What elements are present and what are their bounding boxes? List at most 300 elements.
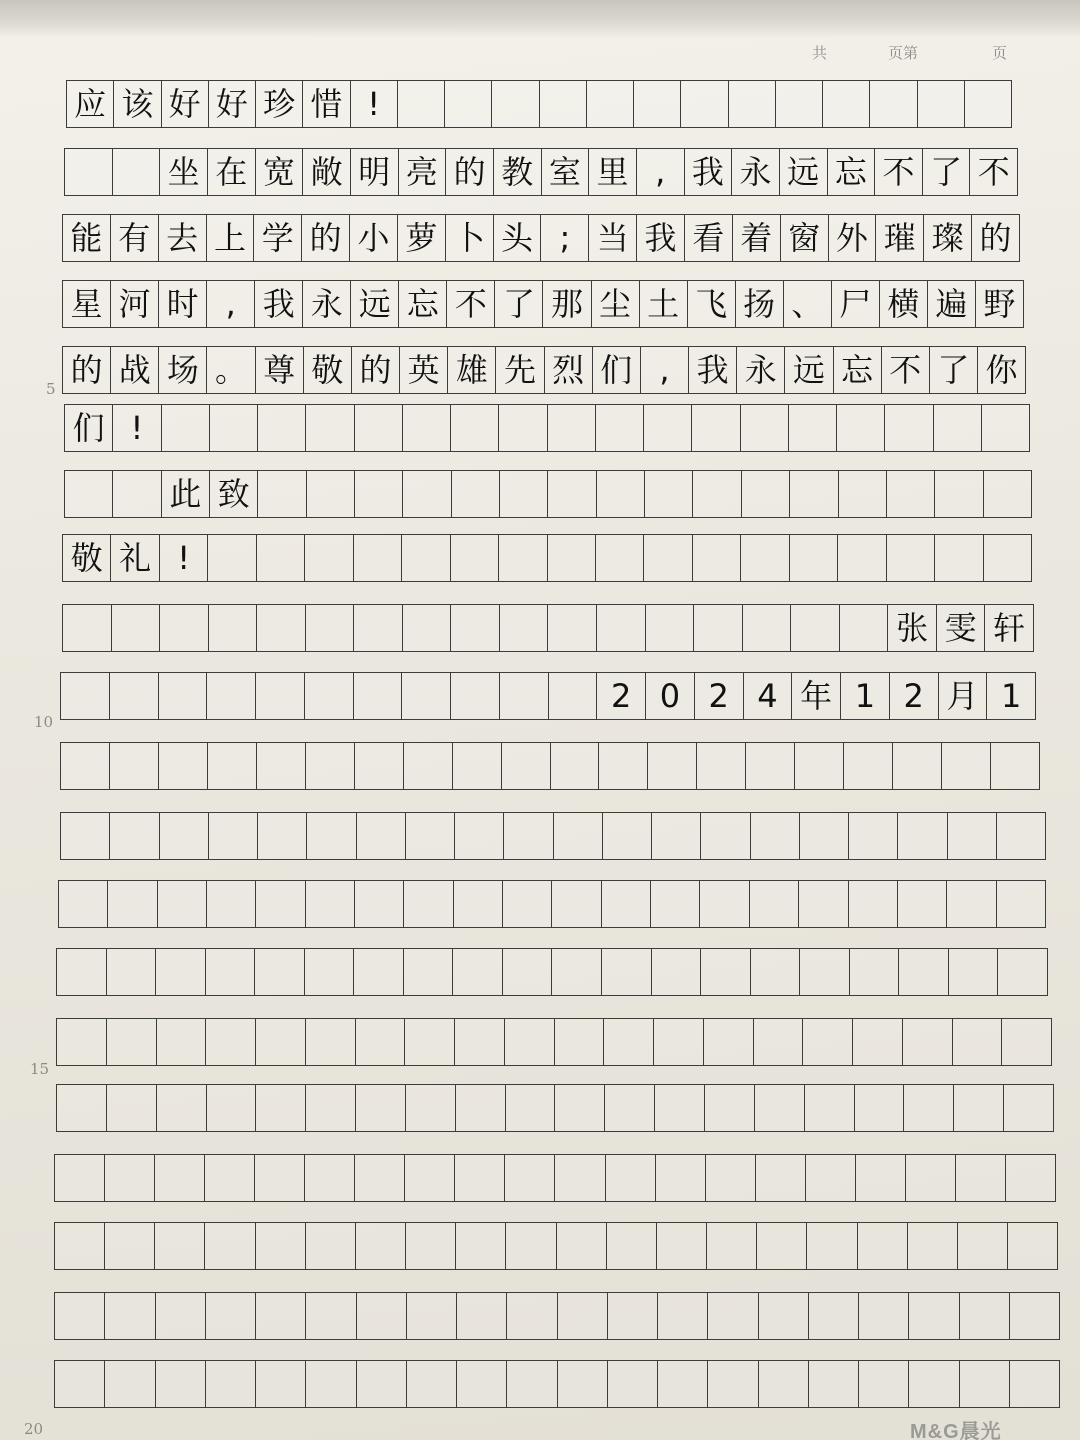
grid-cell (956, 1155, 1006, 1201)
grid-cell (790, 535, 838, 581)
grid-cell (750, 881, 799, 927)
grid-cell: 烈 (545, 347, 593, 393)
grid-cell (256, 673, 305, 719)
grid-cell (210, 405, 258, 451)
grid-cell (355, 1155, 405, 1201)
grid-cell: 此 (162, 471, 210, 517)
grid-cell (885, 405, 933, 451)
grid-cell (947, 881, 996, 927)
grid-cell: 萝 (398, 215, 446, 261)
grid-cell (256, 1085, 306, 1131)
grid-cell (697, 743, 746, 789)
grid-cell: 了 (930, 347, 978, 393)
grid-cell (984, 535, 1031, 581)
grid-cell (681, 81, 728, 127)
grid-cell (751, 949, 801, 995)
grid-cell (55, 1155, 105, 1201)
grid-cell: 永 (732, 149, 780, 195)
grid-cell (113, 149, 161, 195)
grid-cell (155, 1223, 205, 1269)
grid-cell (887, 535, 935, 581)
grid-cell: 尘 (592, 281, 640, 327)
grid-row (54, 1292, 1060, 1340)
grid-cell (599, 743, 648, 789)
grid-cell (759, 1361, 809, 1407)
grid-cell (507, 1293, 557, 1339)
grid-cell: 年 (792, 673, 841, 719)
grid-cell (935, 535, 983, 581)
grid-cell: 1 (841, 673, 890, 719)
grid-cell (840, 605, 889, 651)
grid-cell: 外 (829, 215, 877, 261)
grid-cell (55, 1361, 105, 1407)
grid-cell (205, 1223, 255, 1269)
grid-cell: 不 (882, 347, 930, 393)
grid-cell (105, 1361, 155, 1407)
grid-cell (855, 1085, 905, 1131)
grid-cell: 看 (685, 215, 733, 261)
grid-cell (708, 1293, 758, 1339)
grid-cell (655, 1085, 705, 1131)
grid-cell (205, 1155, 255, 1201)
grid-cell (948, 813, 997, 859)
grid-cell (755, 1085, 805, 1131)
grid-row (60, 812, 1046, 860)
grid-cell (837, 405, 885, 451)
grid-cell (958, 1223, 1008, 1269)
grid-cell (870, 81, 917, 127)
grid-cell (754, 1019, 804, 1065)
grid-cell: 能 (63, 215, 111, 261)
grid-cell (790, 471, 838, 517)
grid-cell (354, 535, 402, 581)
grid-cell (656, 1155, 706, 1201)
grid-row (54, 1222, 1058, 1270)
grid-cell: 那 (543, 281, 591, 327)
grid-cell: 在 (208, 149, 256, 195)
grid-cell (809, 1361, 859, 1407)
grid-row (64, 404, 1030, 452)
grid-cell: 你 (985, 351, 1018, 389)
grid-cell (606, 1155, 656, 1201)
page-of-label: 页第 (888, 44, 919, 62)
grid-cell: 了 (923, 149, 971, 195)
grid-cell (692, 405, 740, 451)
grid-cell (555, 1019, 605, 1065)
grid-cell: ! (113, 405, 161, 451)
line-number-5: 5 (46, 380, 56, 398)
grid-cell (57, 1019, 107, 1065)
grid-cell (997, 881, 1045, 927)
grid-cell: 1 (1000, 677, 1022, 715)
grid-cell (306, 1293, 356, 1339)
grid-cell: 头 (494, 215, 542, 261)
grid-cell (452, 471, 500, 517)
grid-cell: 璨 (924, 215, 972, 261)
grid-row (54, 1360, 1060, 1408)
grid-cell (505, 1155, 555, 1201)
grid-cell (982, 405, 1029, 451)
grid-cell (159, 743, 208, 789)
grid-cell: 忘 (828, 149, 876, 195)
grid-row (56, 1018, 1052, 1066)
grid-cell: 远 (785, 347, 833, 393)
grid-row (56, 1084, 1054, 1132)
grid-cell (960, 1293, 1010, 1339)
grid-cell (823, 81, 870, 127)
grid-cell: 、 (784, 281, 832, 327)
grid-cell (398, 81, 445, 127)
grid-cell (997, 813, 1045, 859)
grid-cell (506, 1085, 556, 1131)
grid-cell (500, 673, 549, 719)
grid-cell: 永 (303, 281, 351, 327)
grid-cell (554, 813, 603, 859)
grid-cell (110, 743, 159, 789)
grid-cell: 卜 (446, 215, 494, 261)
grid-cell (557, 1223, 607, 1269)
grid-cell (809, 1293, 859, 1339)
grid-cell (306, 1085, 356, 1131)
grid-cell (406, 1085, 456, 1131)
grid-cell (354, 949, 404, 995)
grid-cell (729, 81, 776, 127)
grid-cell (1004, 1085, 1053, 1131)
grid-cell: 的 (63, 347, 111, 393)
grid-cell (355, 405, 403, 451)
grid-cell (791, 605, 840, 651)
grid-cell (605, 1085, 655, 1131)
grid-cell (799, 881, 848, 927)
grid-cell: 学 (254, 215, 302, 261)
grid-cell (159, 673, 208, 719)
grid-cell (984, 471, 1031, 517)
grid-cell (404, 743, 453, 789)
grid-cell (789, 405, 837, 451)
grid-cell (651, 881, 700, 927)
grid-row (54, 1154, 1056, 1202)
grid-cell (456, 1085, 506, 1131)
grid-cell: 扬 (736, 281, 784, 327)
grid-cell (357, 1361, 407, 1407)
grid-cell (909, 1361, 959, 1407)
grid-cell (354, 673, 403, 719)
grid-cell (596, 405, 644, 451)
grid-cell: 我 (637, 215, 685, 261)
grid-cell: 忘 (399, 281, 447, 327)
grid-cell (355, 881, 404, 927)
grid-cell: , (207, 281, 255, 327)
grid-cell (156, 1293, 206, 1339)
grid-cell (604, 1019, 654, 1065)
grid-cell (455, 813, 504, 859)
grid-cell (652, 813, 701, 859)
grid-cell: 轩 (993, 609, 1026, 647)
grid-cell (257, 535, 305, 581)
grid-cell (850, 949, 900, 995)
grid-cell (61, 743, 110, 789)
grid-cell (403, 605, 452, 651)
grid-cell (208, 535, 256, 581)
grid-cell (156, 1361, 206, 1407)
grid-cell (694, 605, 743, 651)
grid-cell (906, 1155, 956, 1201)
grid-cell (551, 743, 600, 789)
grid-cell (403, 471, 451, 517)
grid-cell (705, 1085, 755, 1131)
grid-cell (258, 813, 307, 859)
grid-cell (634, 81, 681, 127)
grid-cell (1010, 1361, 1059, 1407)
grid-cell (256, 881, 305, 927)
grid-cell (1002, 1019, 1051, 1065)
grid-cell (898, 813, 947, 859)
grid-cell: 我 (689, 347, 737, 393)
grid-cell: 敬 (304, 347, 352, 393)
grid-cell (258, 405, 306, 451)
grid-cell (112, 605, 161, 651)
grid-cell (757, 1223, 807, 1269)
grid-cell: 远 (780, 149, 828, 195)
grid-cell (65, 471, 113, 517)
grid-cell: 尊 (256, 347, 304, 393)
grid-cell (856, 1155, 906, 1201)
grid-cell (607, 1223, 657, 1269)
grid-cell (838, 535, 886, 581)
grid-cell: ! (160, 535, 208, 581)
page-end-label: 页 (992, 44, 1008, 62)
grid-cell (806, 1155, 856, 1201)
grid-cell (499, 405, 547, 451)
grid-cell (693, 535, 741, 581)
grid-row (62, 534, 1032, 582)
grid-cell (500, 471, 548, 517)
grid-cell: 该 (114, 81, 161, 127)
grid-cell (657, 1223, 707, 1269)
grid-cell (255, 949, 305, 995)
grid-cell (157, 1085, 207, 1131)
grid-cell: 们 (593, 347, 641, 393)
grid-cell: 场 (159, 347, 207, 393)
grid-cell (402, 535, 450, 581)
grid-cell: 星 (63, 281, 111, 327)
grid-cell: 好 (209, 81, 256, 127)
grid-cell: 不 (875, 149, 923, 195)
grid-cell (307, 471, 355, 517)
grid-cell: 雯 (937, 605, 986, 651)
grid-cell (776, 81, 823, 127)
grid-cell (918, 81, 965, 127)
grid-cell (65, 149, 113, 195)
line-number-10: 10 (34, 713, 54, 731)
grid-row (62, 346, 1026, 394)
grid-cell: 上 (207, 215, 255, 261)
grid-cell: 亮 (399, 149, 447, 195)
grid-cell (406, 1223, 456, 1269)
grid-cell (644, 535, 692, 581)
grid-cell: 应 (67, 81, 114, 127)
grid-cell (445, 81, 492, 127)
grid-cell (1008, 1223, 1057, 1269)
grid-cell: 不 (977, 153, 1010, 191)
grid-cell: 坐 (160, 149, 208, 195)
grid-cell: 们 (65, 405, 113, 451)
grid-cell: 的 (302, 215, 350, 261)
grid-cell (645, 471, 693, 517)
grid-cell: 教 (494, 149, 542, 195)
grid-cell (403, 405, 451, 451)
grid-cell (596, 535, 644, 581)
grid-cell (507, 1361, 557, 1407)
grid-cell (741, 535, 789, 581)
grid-cell (57, 949, 107, 995)
grid-cell (503, 949, 553, 995)
grid-row (64, 148, 1018, 196)
grid-cell (807, 1223, 857, 1269)
grid-cell (209, 605, 258, 651)
grid-cell: 致 (210, 471, 258, 517)
grid-cell (908, 1223, 958, 1269)
grid-cell: 月 (939, 673, 988, 719)
grid-cell (356, 1085, 406, 1131)
grid-cell (257, 743, 306, 789)
grid-cell (504, 813, 553, 859)
grid-cell (549, 673, 598, 719)
grid-cell (555, 1155, 605, 1201)
total-pages-label: 共 (812, 44, 828, 62)
grid-cell (858, 1223, 908, 1269)
grid-cell: 我 (255, 281, 303, 327)
grid-cell (741, 405, 789, 451)
grid-cell (256, 1361, 306, 1407)
grid-cell (306, 1361, 356, 1407)
grid-cell: 4 (744, 673, 793, 719)
grid-cell: 的 (446, 149, 494, 195)
grid-cell (701, 949, 751, 995)
grid-cell: 窗 (781, 215, 829, 261)
grid-cell: 明 (351, 149, 399, 195)
grid-cell (998, 949, 1047, 995)
grid-cell (540, 81, 587, 127)
grid-cell (558, 1361, 608, 1407)
brand-logo: M&G晨光 (910, 1421, 1002, 1440)
grid-cell: 礼 (111, 535, 159, 581)
grid-cell: 的 (352, 347, 400, 393)
grid-cell (502, 743, 551, 789)
grid-cell (887, 471, 935, 517)
grid-cell (991, 743, 1039, 789)
grid-cell: 雄 (448, 347, 496, 393)
grid-cell (953, 1019, 1003, 1065)
grid-cell (208, 743, 257, 789)
grid-cell (107, 1019, 157, 1065)
grid-cell (356, 1019, 406, 1065)
grid-cell (207, 673, 256, 719)
grid-cell (305, 949, 355, 995)
grid-cell (209, 813, 258, 859)
grid-cell: ; (541, 215, 589, 261)
grid-cell: 永 (737, 347, 785, 393)
grid-cell: 土 (640, 281, 688, 327)
grid-cell: 0 (646, 673, 695, 719)
grid-cell (105, 1293, 155, 1339)
grid-cell (451, 673, 500, 719)
grid-cell (839, 471, 887, 517)
grid-cell (113, 471, 161, 517)
grid-cell: 2 (890, 673, 939, 719)
grid-cell (107, 1085, 157, 1131)
grid-cell (648, 743, 697, 789)
grid-cell (492, 81, 539, 127)
grid-cell (453, 949, 503, 995)
grid-cell (903, 1019, 953, 1065)
grid-cell (597, 471, 645, 517)
grid-cell (700, 881, 749, 927)
grid-cell: 战 (111, 347, 159, 393)
grid-cell (859, 1361, 909, 1407)
grid-cell (935, 471, 983, 517)
grid-cell (899, 949, 949, 995)
grid-cell (646, 605, 695, 651)
grid-cell (160, 813, 209, 859)
grid-cell (803, 1019, 853, 1065)
grid-cell (503, 881, 552, 927)
grid-cell: 室 (542, 149, 590, 195)
grid-cell (859, 1293, 909, 1339)
paper-fold-shadow (0, 0, 1080, 38)
grid-cell (307, 813, 356, 859)
grid-row (60, 672, 1036, 720)
line-number-15: 15 (30, 1060, 50, 1078)
grid-cell: 的 (979, 219, 1012, 257)
grid-cell (305, 1155, 355, 1201)
grid-cell (108, 881, 157, 927)
grid-cell (455, 1155, 505, 1201)
grid-cell: 了 (495, 281, 543, 327)
grid-cell (904, 1085, 954, 1131)
grid-cell: 野 (983, 285, 1016, 323)
grid-row (60, 742, 1040, 790)
grid-cell (406, 813, 455, 859)
page-header (800, 42, 1060, 66)
grid-cell (306, 605, 355, 651)
grid-cell: 河 (111, 281, 159, 327)
grid-cell (258, 471, 306, 517)
grid-cell (61, 813, 110, 859)
grid-cell (55, 1223, 105, 1269)
grid-cell (105, 1155, 155, 1201)
grid-cell: 远 (351, 281, 399, 327)
grid-cell (499, 535, 547, 581)
grid-cell (548, 535, 596, 581)
grid-cell (457, 1361, 507, 1407)
grid-cell (708, 1361, 758, 1407)
grid-cell (160, 605, 209, 651)
grid-cell: 璀 (876, 215, 924, 261)
grid-cell (603, 813, 652, 859)
grid-cell (405, 1155, 455, 1201)
grid-cell (305, 535, 353, 581)
grid-cell (500, 605, 549, 651)
grid-cell (451, 605, 500, 651)
grid-cell (795, 743, 844, 789)
grid-cell (555, 1085, 605, 1131)
grid-cell: 尸 (832, 281, 880, 327)
grid-cell (898, 881, 947, 927)
grid-cell (644, 405, 692, 451)
grid-cell (844, 743, 893, 789)
grid-row (56, 948, 1048, 996)
